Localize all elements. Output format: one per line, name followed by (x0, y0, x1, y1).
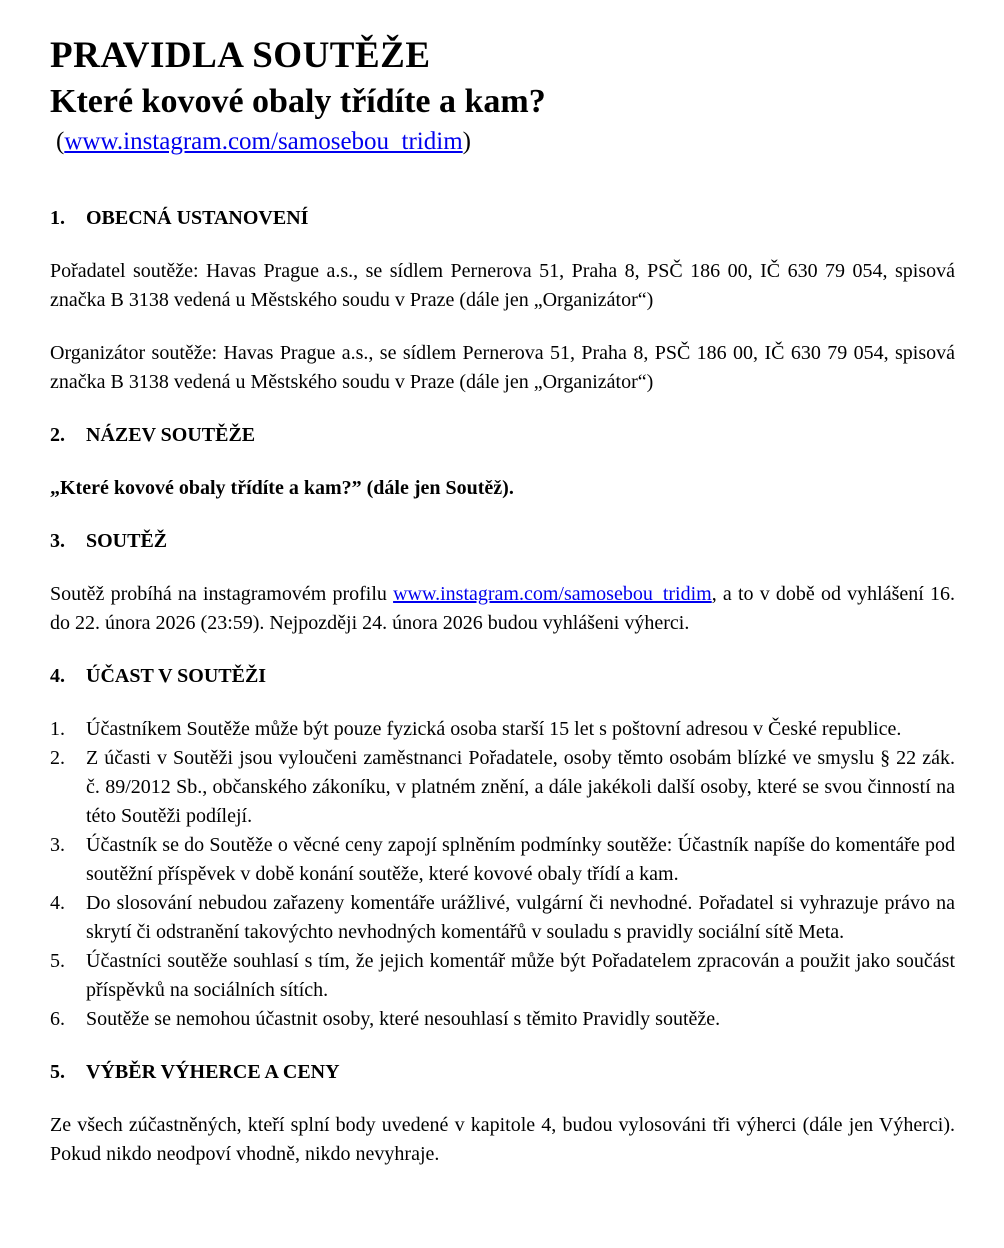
instagram-profile-link[interactable]: www.instagram.com/samosebou_tridim (64, 128, 463, 155)
list-item-number: 2. (50, 747, 65, 769)
section-3-title: SOUTĚŽ (86, 530, 168, 552)
paragraph-poradatel: Pořadatel soutěže: Havas Prague a.s., se sídlem Pernerova 51, Praha 8, PSČ 186 00, IČ 630 79 054, spisová značka B 3138 vedená u Městského soudu v Praze (dále jen „Organizátor“) (50, 260, 955, 311)
section-5-heading (50, 1058, 955, 1087)
list-item-text: Účastník se do Soutěže o věcné ceny zapojí splněním podmínky soutěže: Účastník napíše do komentáře pod soutěžní příspěvek v době konání soutěže, které kovové obaly třídí a kam. (86, 834, 955, 885)
list-item-number: 3. (50, 834, 65, 856)
list-item-text: Účastníci soutěže souhlasí s tím, že jejich komentář může být Pořadatelem zpracován a použit jako součást příspěvků na sociálních sítích. (86, 950, 955, 1001)
contest-period-text-after: , a to v době od vyhlášení 16. do 22. února 2026 (23:59). Nejpozději 24. února 2026 budou vyhlášeni výherci. (50, 583, 955, 634)
section-3-heading (50, 527, 955, 556)
list-item-number: 5. (50, 950, 65, 972)
list-item-text: Soutěže se nemohou účastnit osoby, které nesouhlasí s těmito Pravidly soutěže. (86, 1008, 721, 1030)
section-4-title: ÚČAST V SOUTĚŽI (86, 665, 267, 687)
section-1-heading (50, 204, 955, 233)
list-item-text: Z účasti v Soutěži jsou vyloučeni zaměstnanci Pořadatele, osoby těmto osobám blízké ve smyslu § 22 zák. č. 89/2012 Sb., občanského zákoníku, v platném znění, a dále jakékoli další osoby, které se svou činností na této Soutěži podílejí. (86, 747, 955, 827)
list-item (50, 889, 955, 947)
section-1-number: 1. (50, 207, 65, 229)
list-item (50, 1005, 955, 1034)
link-open-paren: ( (56, 128, 65, 155)
list-item-number: 1. (50, 718, 65, 740)
list-item-text: Účastníkem Soutěže může být pouze fyzická osoba starší 15 let s poštovní adresou v České republice. (86, 718, 902, 740)
list-item (50, 947, 955, 1005)
section-5-title: VÝBĚR VÝHERCE A CENY (86, 1061, 340, 1083)
paragraph-organizator: Organizátor soutěže: Havas Prague a.s., se sídlem Pernerova 51, Praha 8, PSČ 186 00, IČ 630 79 054, spisová značka B 3138 vedená u Městského soudu v Praze (dále jen „Organizátor“) (50, 342, 955, 393)
instagram-link-line (56, 126, 955, 158)
section-5-number: 5. (50, 1061, 65, 1083)
section-1-title: OBECNÁ USTANOVENÍ (86, 207, 309, 229)
list-item-number: 4. (50, 892, 65, 914)
section-2-heading (50, 421, 955, 450)
paragraph-winner-selection: Ze všech zúčastněných, kteří splní body uvedené v kapitole 4, budou vylosováni tři výherci (dále jen Výherci). Pokud nikdo neodpoví vhodně, nikdo nevyhraje. (50, 1114, 955, 1165)
document-title: PRAVIDLA SOUTĚŽE (50, 35, 431, 76)
contest-name-text: „Které kovové obaly třídíte a kam?” (dále jen Soutěž). (50, 477, 514, 499)
list-item (50, 744, 955, 831)
paragraph-contest-period (50, 580, 955, 638)
list-item (50, 831, 955, 889)
document-subtitle: Které kovové obaly třídíte a kam? (50, 83, 546, 120)
list-item-text: Do slosování nebudou zařazeny komentáře urážlivé, vulgární či nevhodné. Pořadatel si vyhrazuje právo na skrytí či odstranění takovýchto nevhodných komentářů v souladu s pravidly sociální sítě Meta. (86, 892, 955, 943)
contest-period-text-before: Soutěž probíhá na instagramovém profilu (50, 583, 394, 605)
list-item (50, 715, 955, 744)
list-item-number: 6. (50, 1008, 65, 1030)
section-4-number: 4. (50, 665, 65, 687)
link-close-paren: ) (462, 128, 471, 155)
section-2-title: NÁZEV SOUTĚŽE (86, 424, 256, 446)
section-3-number: 3. (50, 530, 65, 552)
section-2-number: 2. (50, 424, 65, 446)
instagram-profile-link-inline[interactable]: www.instagram.com/samosebou_tridim (393, 583, 712, 605)
participation-rules-list (50, 715, 955, 1034)
section-4-heading (50, 662, 955, 691)
